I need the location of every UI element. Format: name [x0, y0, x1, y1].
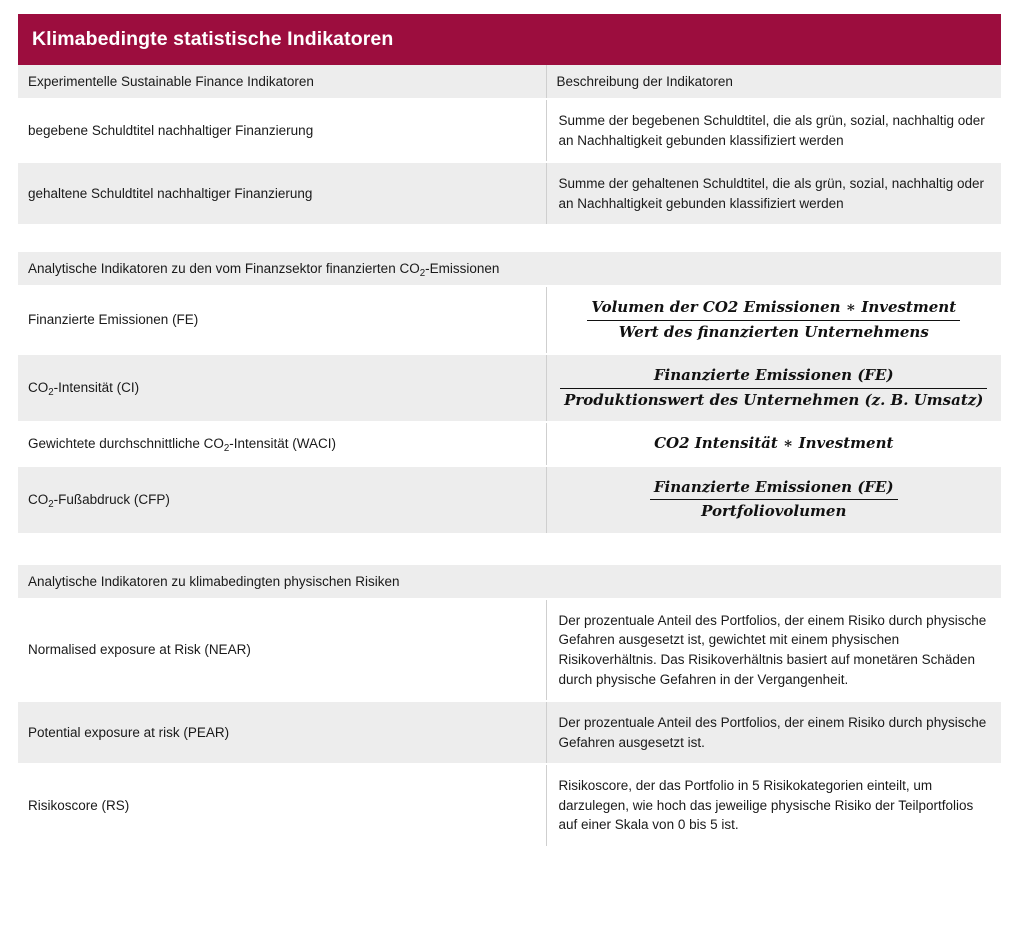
fraction [650, 478, 898, 522]
table-row [18, 354, 1001, 422]
formula-fraction [559, 366, 990, 410]
indicator-description: Summe der gehaltenen Schuldtitel, die als grün, sozial, nachhaltig oder an Nachhaltigkeit gebunden klassifiziert werden [546, 162, 1001, 225]
table-sustainable-finance-indicators [18, 65, 1001, 226]
formula-inline [559, 434, 990, 454]
fraction-denominator: Produktionswert des Unternehmen (z. B. Umsatz) [564, 390, 984, 409]
document-page [0, 14, 1017, 951]
table-header-row [18, 565, 1001, 599]
indicator-formula [546, 354, 1001, 422]
table-co2-analytical-indicators [18, 252, 1001, 535]
indicator-label-subscript: 2 [48, 498, 54, 510]
indicator-description: Der prozentuale Anteil des Portfolios, der einem Risiko durch physische Gefahren ausgesetzt ist. [546, 701, 1001, 764]
table-row [18, 162, 1001, 225]
section-header-physical-risks: Analytische Indikatoren zu klimabedingten physischen Risiken [18, 565, 1001, 599]
document-body [18, 14, 1001, 848]
section-header-text-part1: Analytische Indikatoren zu den vom Finanzsektor finanzierten CO [28, 261, 420, 277]
indicator-name [18, 286, 546, 354]
fraction-denominator: Wert des finanzierten Unternehmens [618, 322, 929, 341]
indicator-name [18, 422, 546, 466]
indicator-description: Der prozentuale Anteil des Portfolios, der einem Risiko durch physische Gefahren ausgesetzt ist, gewichtet mit einem physischen Risikoverhältnis. Das Risikoverhältnis basiert auf monetären Schäden durch physische Gefahren in der Vergangenheit. [546, 599, 1001, 701]
section-header-text-part2: -Emissionen [425, 261, 500, 277]
table-header-row [18, 252, 1001, 286]
indicator-description: Summe der begebenen Schuldtitel, die als grün, sozial, nachhaltig oder an Nachhaltigkeit gebunden klassifiziert werden [546, 99, 1001, 162]
column-header-description: Beschreibung der Indikatoren [546, 65, 1001, 99]
indicator-description: Risikoscore, der das Portfolio in 5 Risikokategorien einteilt, um darzulegen, wie hoch das jeweilige physische Risiko der Teilportfolios auf einer Skala von 0 bis 5 ist. [546, 764, 1001, 847]
section-spacer [18, 535, 1001, 565]
indicator-name: gehaltene Schuldtitel nachhaltiger Finanzierung [18, 162, 546, 225]
indicator-name: Risikoscore (RS) [18, 764, 546, 847]
indicator-label-part1: Gewichtete durchschnittliche CO [28, 436, 224, 452]
column-header-indicator: Experimentelle Sustainable Finance Indikatoren [18, 65, 546, 99]
table-physical-risk-indicators [18, 565, 1001, 848]
indicator-label-part1: Finanzierte Emissionen (FE) [28, 312, 199, 328]
indicator-formula [546, 286, 1001, 354]
section-header-subscript: 2 [419, 267, 426, 279]
fraction-numerator: Finanzierte Emissionen (FE) [560, 366, 987, 389]
section-spacer [18, 226, 1001, 252]
table-row [18, 99, 1001, 162]
table-row [18, 701, 1001, 764]
table-row [18, 599, 1001, 701]
indicator-formula [546, 422, 1001, 466]
fraction-numerator: Volumen der CO2 Emissionen ∗ Investment [587, 298, 960, 321]
indicator-label-part2: -Intensität (CI) [53, 380, 140, 396]
indicator-formula [546, 466, 1001, 534]
fraction [560, 366, 987, 410]
indicator-label-part2: -Fußabdruck (CFP) [53, 492, 170, 508]
indicator-name: Potential exposure at risk (PEAR) [18, 701, 546, 764]
formula-expression: CO2 Intensität ∗ Investment [654, 434, 894, 453]
table-header-row [18, 65, 1001, 99]
indicator-label-part2: -Intensität (WACI) [229, 436, 337, 452]
fraction-denominator: Portfoliovolumen [701, 502, 847, 521]
table-row [18, 286, 1001, 354]
indicator-label-subscript: 2 [223, 442, 230, 454]
indicator-name: begebene Schuldtitel nachhaltiger Finanzierung [18, 99, 546, 162]
indicator-name: Normalised exposure at Risk (NEAR) [18, 599, 546, 701]
fraction [587, 298, 960, 342]
formula-fraction [559, 298, 990, 342]
indicator-name [18, 466, 546, 534]
section-header-co2 [18, 252, 1001, 286]
fraction-numerator: Finanzierte Emissionen (FE) [650, 478, 898, 501]
table-row [18, 422, 1001, 466]
page-title: Klimabedingte statistische Indikatoren [18, 14, 1001, 65]
indicator-label-part1: CO [28, 380, 49, 396]
table-row [18, 764, 1001, 847]
table-row [18, 466, 1001, 534]
indicator-label-part1: CO [28, 492, 49, 508]
indicator-name [18, 354, 546, 422]
formula-fraction [559, 478, 990, 522]
indicator-label-subscript: 2 [48, 387, 54, 399]
